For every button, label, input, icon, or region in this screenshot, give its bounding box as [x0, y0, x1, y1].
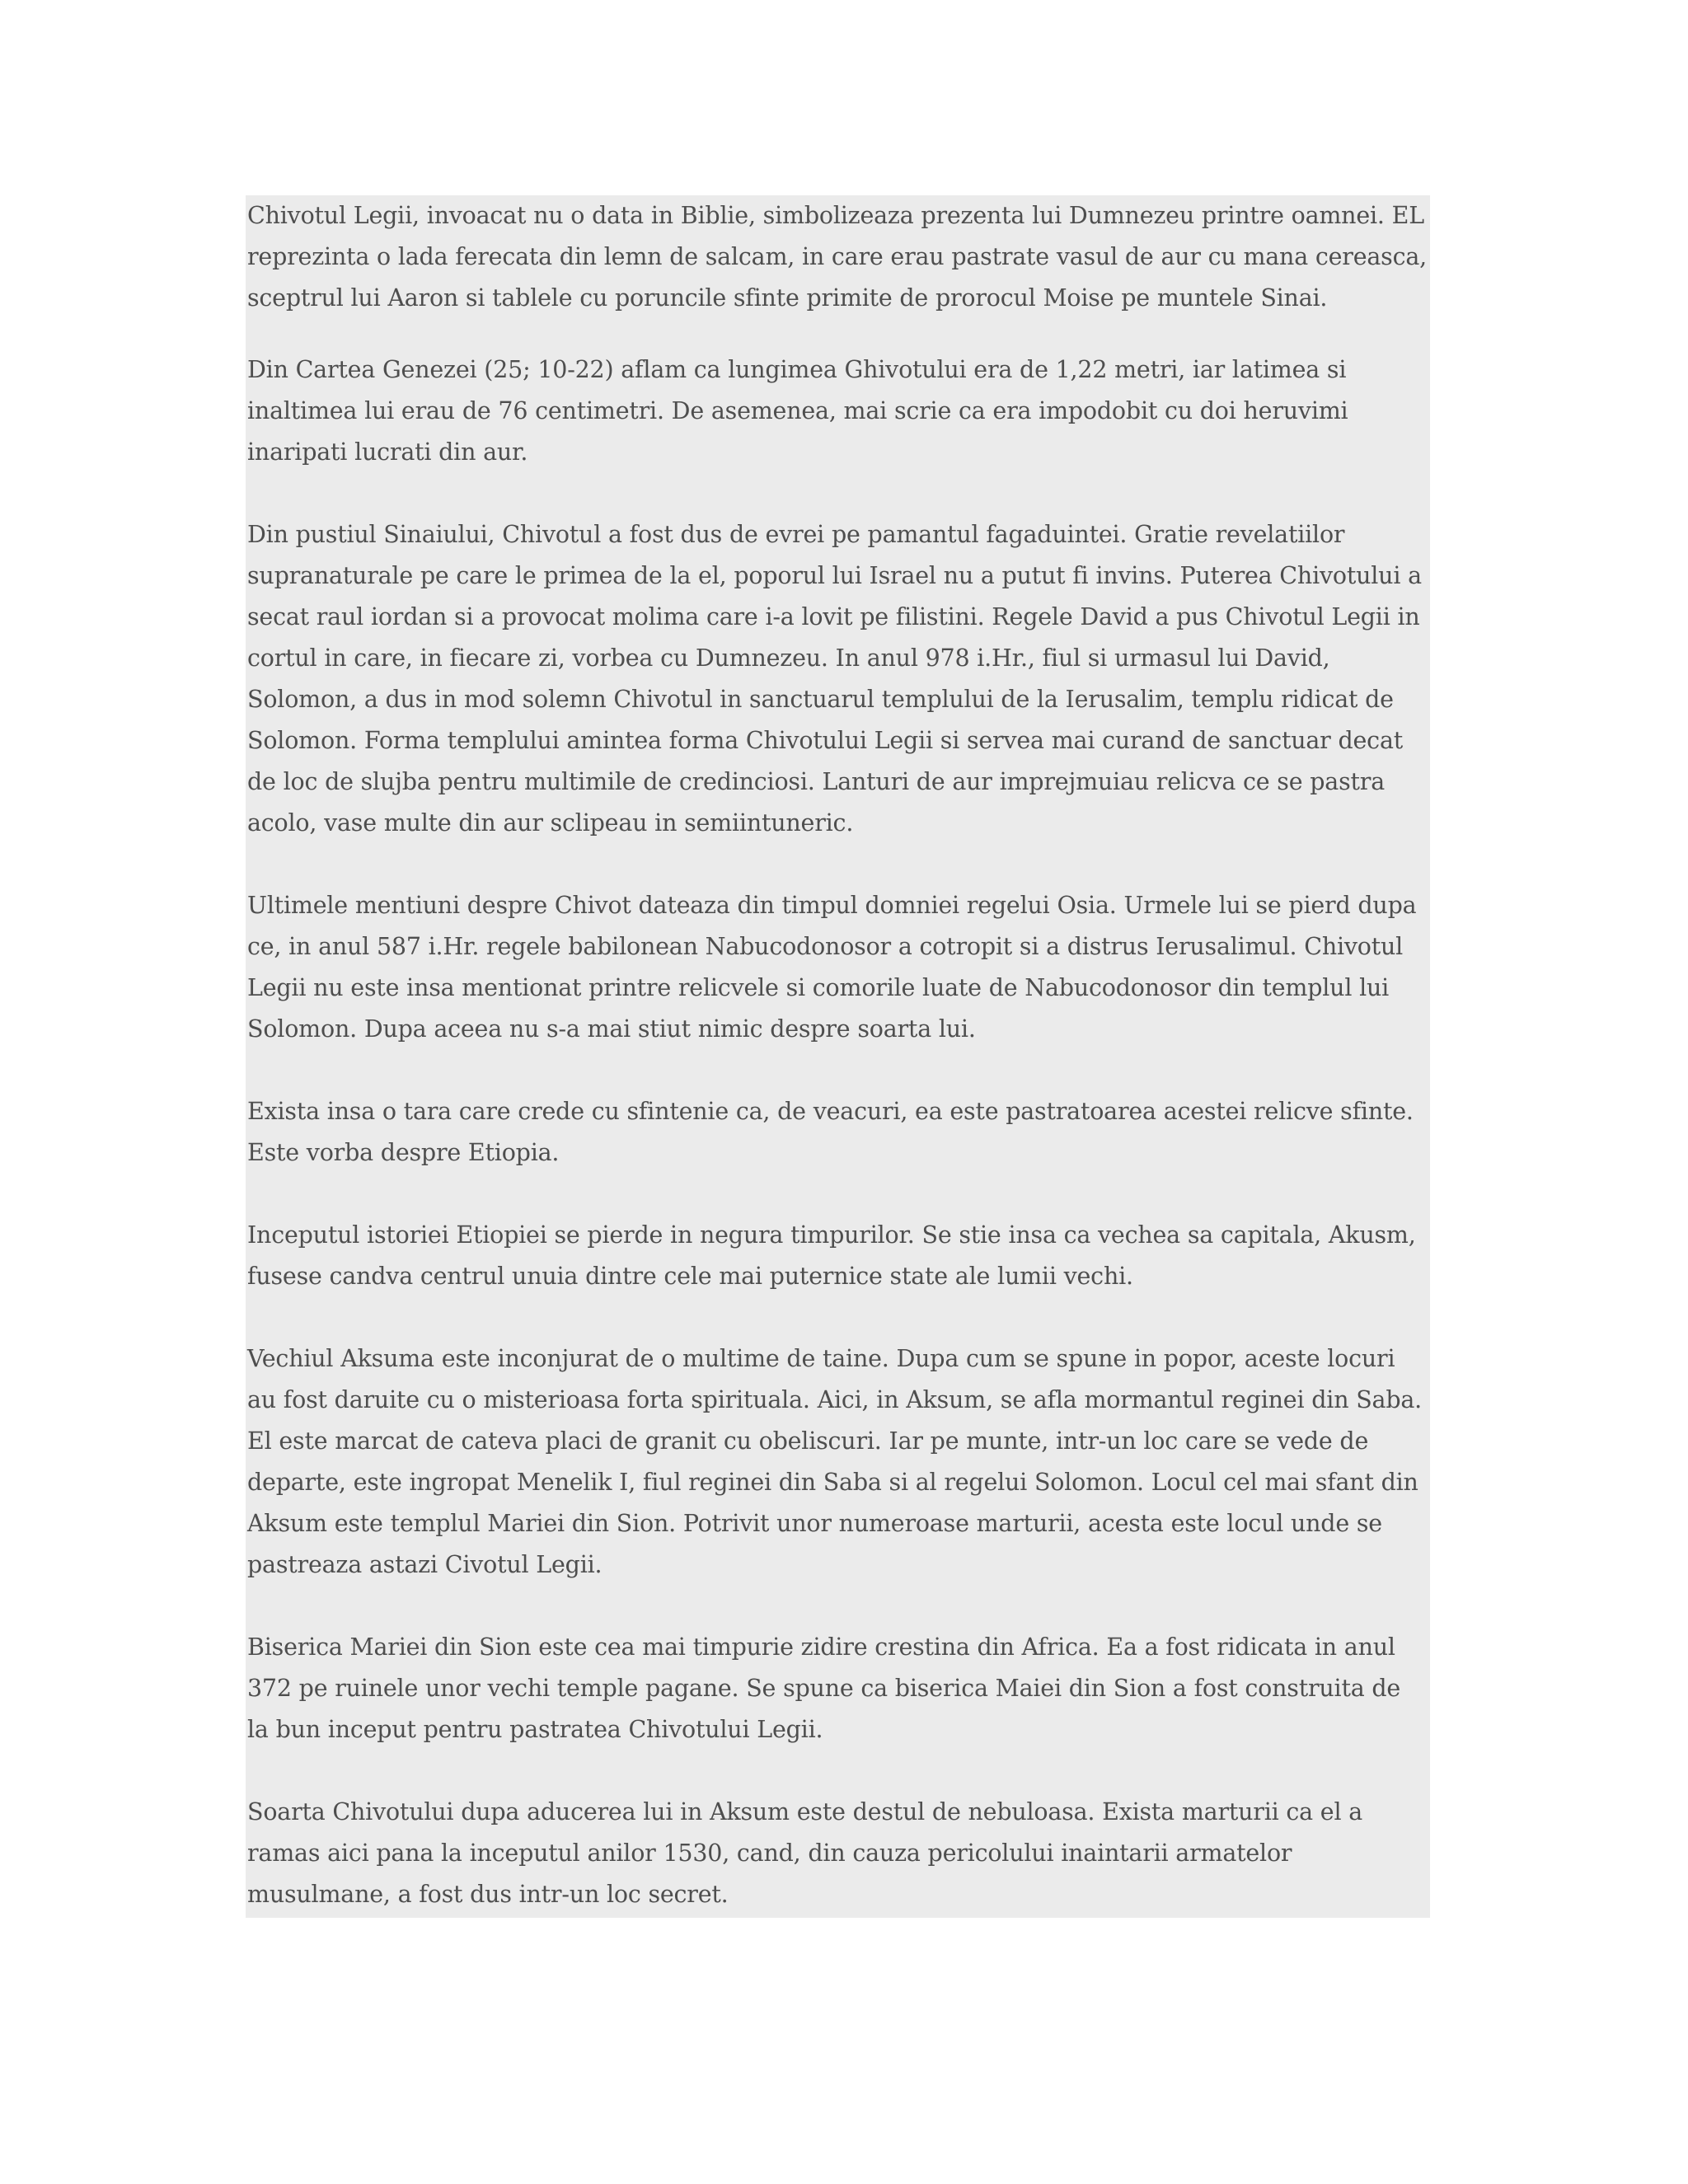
paragraph-spacer	[246, 844, 1430, 885]
paragraph-spacer	[246, 1174, 1430, 1215]
paragraph-2: Din Cartea Genezei (25; 10-22) aflam ca lungimea Ghivotului era de 1,22 metri, iar latimea si inaltimea lui erau de 76 centimetri. De asemenea, mai scrie ca era impodobit cu doi heruvimi inaripati lucrati din aur.	[247, 356, 1348, 466]
paragraph-9: Soarta Chivotului dupa aducerea lui in Aksum este destul de nebuloasa. Exista marturii ca el a ramas aici pana la inceputul anilor 1530, cand, din cauza pericolului inaintarii armatelor musulmane, a fost dus intr-un loc secret.	[247, 1798, 1363, 1908]
paragraph-spacer	[246, 1586, 1430, 1627]
paragraph-7: Vechiul Aksuma este inconjurat de o multime de taine. Dupa cum se spune in popor, aceste locuri au fost daruite cu o misterioasa forta spirituala. Aici, in Aksum, se afla mormantul reginei din Saba. El este marcat de cateva placi de granit cu obeliscuri. Iar pe munte, intr-un loc care se vede de departe, este ingropat Menelik I, fiul reginei din Saba si al regelui Solomon. Locul cel mai sfant din Aksum este templul Mariei din Sion. Potrivit unor numeroase marturii, acesta este locul unde se pastreaza astazi Civotul Legii.	[247, 1345, 1423, 1578]
paragraph-spacer	[246, 319, 1430, 349]
paragraph-6: Inceputul istoriei Etiopiei se pierde in negura timpurilor. Se stie insa ca vechea sa capitala, Akusm, fusese candva centrul unuia dintre cele mai puternice state ale lumii vechi.	[247, 1221, 1416, 1290]
paragraph-4: Ultimele mentiuni despre Chivot dateaza din timpul domniei regelui Osia. Urmele lui se pierd dupa ce, in anul 587 i.Hr. regele babilonean Nabucodonosor a cotropit si a distrus Ierusalimul. Chivotul Legii nu este insa mentionat printre relicvele si comorile luate de Nabucodonosor din templul lui Solomon. Dupa aceea nu s-a mai stiut nimic despre soarta lui.	[247, 892, 1417, 1043]
highlighted-text-block	[246, 195, 1430, 1918]
paragraph-8: Biserica Mariei din Sion este cea mai timpurie zidire crestina din Africa. Ea a fost ridicata in anul 372 pe ruinele unor vechi temple pagane. Se spune ca biserica Maiei din Sion a fost construita de la bun inceput pentru pastratea Chivotului Legii.	[247, 1633, 1401, 1743]
paragraph-spacer	[246, 1297, 1430, 1338]
paragraph-spacer	[246, 1750, 1430, 1792]
paragraph-spacer	[246, 473, 1430, 514]
paragraph-3: Din pustiul Sinaiului, Chivotul a fost dus de evrei pe pamantul fagaduintei. Gratie revelatiilor supranaturale pe care le primea de la el, poporul lui Israel nu a putut fi invins. Puterea Chivotului a secat raul iordan si a provocat molima care i-a lovit pe filistini. Regele David a pus Chivotul Legii in cortul in care, in fiecare zi, vorbea cu Dumnezeu. In anul 978 i.Hr., fiul si urmasul lui David, Solomon, a dus in mod solemn Chivotul in sanctuarul templului de la Ierusalim, templu ridicat de Solomon. Forma templului amintea forma Chivotului Legii si servea mai curand de sanctuar decat de loc de slujba pentru multimile de credinciosi. Lanturi de aur imprejmuiau relicva ce se pastra acolo, vase multe din aur sclipeau in semiintuneric.	[247, 521, 1422, 837]
paragraph-spacer	[246, 1050, 1430, 1091]
paragraph-1: Chivotul Legii, invoacat nu o data in Biblie, simbolizeaza prezenta lui Dumnezeu printre oamnei. EL reprezinta o lada ferecata din lemn de salcam, in care erau pastrate vasul de aur cu mana cereasca, sceptrul lui Aaron si tablele cu poruncile sfinte primite de prorocul Moise pe muntele Sinai.	[247, 202, 1428, 312]
paragraph-5: Exista insa o tara care crede cu sfintenie ca, de veacuri, ea este pastratoarea acestei relicve sfinte. Este vorba despre Etiopia.	[247, 1098, 1414, 1166]
